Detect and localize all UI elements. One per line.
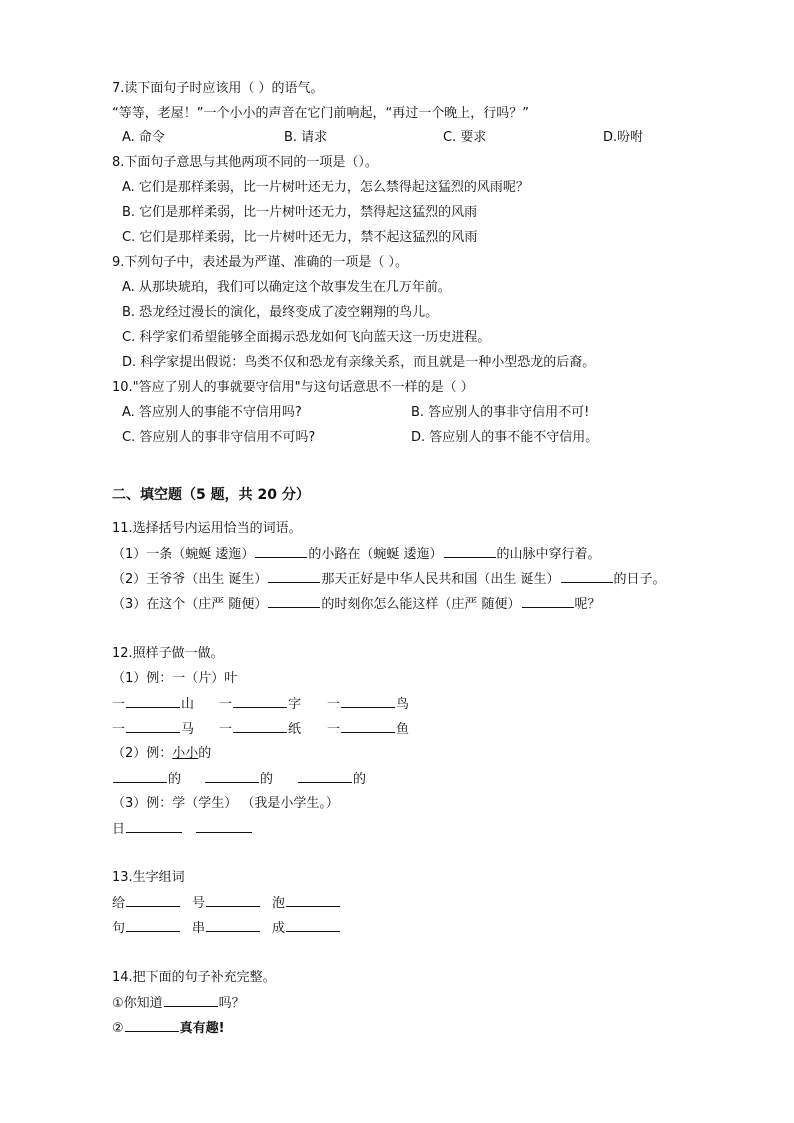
q10-stem: 10."答应了别人的事就要守信用"与这句话意思不一样的是（ ） bbox=[112, 380, 474, 395]
answer-blank[interactable] bbox=[206, 893, 260, 907]
answer-blank[interactable] bbox=[268, 594, 320, 608]
answer-blank[interactable] bbox=[206, 918, 260, 932]
sentence-end: 吗？ bbox=[218, 996, 245, 1011]
character: 句 bbox=[112, 921, 126, 936]
q13-row2-item-1 bbox=[112, 918, 181, 939]
q7-option-a: A. 命令 bbox=[122, 130, 165, 145]
answer-blank[interactable] bbox=[126, 719, 180, 733]
answer-blank[interactable] bbox=[233, 719, 287, 733]
answer-blank[interactable] bbox=[286, 918, 340, 932]
character: 串 bbox=[192, 921, 206, 936]
answer-blank[interactable] bbox=[341, 694, 395, 708]
q12-row2-item-2 bbox=[219, 719, 301, 740]
answer-blank[interactable] bbox=[286, 893, 340, 907]
answer-blank[interactable] bbox=[196, 819, 252, 833]
answer-blank[interactable] bbox=[341, 719, 395, 733]
q11-stem: 11.选择括号内运用恰当的词语。 bbox=[112, 521, 302, 536]
q12-part2-example bbox=[112, 744, 211, 764]
q9-option-c: C. 科学家们希望能够全面揭示恐龙如何飞向蓝天这一历史进程。 bbox=[122, 330, 491, 345]
q11-l2-part-c: 的日子。 bbox=[613, 572, 666, 587]
sentence-end: 真有趣! bbox=[179, 1021, 225, 1036]
answer-blank[interactable] bbox=[205, 769, 259, 783]
q9-option-d: D. 科学家提出假说：鸟类不仅和恐龙有亲缘关系，而且就是一种小型恐龙的后裔。 bbox=[122, 355, 596, 370]
answer-blank[interactable] bbox=[522, 594, 574, 608]
q11-l3-part-b: 的时刻你怎么能这样（庄严 随便） bbox=[321, 597, 521, 612]
measure-prefix: 一 bbox=[112, 722, 126, 737]
character: 给 bbox=[112, 896, 126, 911]
q7-stem: 7.读下面句子时应该用（ ）的语气。 bbox=[112, 81, 324, 96]
noun: 山 bbox=[181, 697, 195, 712]
q9-stem: 9.下列句子中，表述最为严谨、准确的一项是（ ）。 bbox=[112, 255, 409, 270]
measure-prefix: 一 bbox=[112, 697, 126, 712]
q11-line-2 bbox=[112, 569, 666, 590]
q11-l1-part-b: 的小路在（蜿蜒 逶迤） bbox=[308, 547, 443, 562]
q12-part3-answer bbox=[112, 819, 253, 840]
answer-blank[interactable] bbox=[126, 819, 182, 833]
q12-de-item-1 bbox=[112, 769, 181, 790]
q12-part3-example: （3）例：学（学生） （我是小学生。） bbox=[112, 796, 339, 811]
q13-row2-item-2 bbox=[192, 918, 261, 939]
example-label: （2）例： bbox=[112, 746, 173, 761]
sentence-start: ①你知道 bbox=[112, 996, 163, 1011]
q12-row2-item-3 bbox=[327, 719, 409, 740]
noun: 字 bbox=[288, 697, 302, 712]
answer-blank[interactable] bbox=[126, 918, 180, 932]
character: 号 bbox=[192, 896, 206, 911]
answer-blank[interactable] bbox=[126, 893, 180, 907]
q11-line-3 bbox=[112, 594, 601, 615]
q9-option-b: B. 恐龙经过漫长的演化，最终变成了凌空翱翔的鸟儿。 bbox=[122, 305, 439, 320]
q12-part1-example: （1）例：一（片）叶 bbox=[112, 671, 238, 686]
q8-option-b: B. 它们是那样柔弱，比一片树叶还无力，禁得起这猛烈的风雨 bbox=[122, 205, 478, 220]
answer-blank[interactable] bbox=[126, 694, 180, 708]
answer-blank[interactable] bbox=[164, 993, 218, 1007]
character: 泡 bbox=[272, 896, 286, 911]
character: 成 bbox=[272, 921, 286, 936]
q10-option-b: B. 答应别人的事非守信用不可! bbox=[411, 405, 590, 420]
noun: 鸟 bbox=[396, 697, 410, 712]
answer-blank[interactable] bbox=[268, 569, 320, 583]
de-suffix: 的 bbox=[353, 772, 367, 787]
q13-row2-item-3 bbox=[272, 918, 341, 939]
example-word: 小小 bbox=[172, 746, 199, 761]
q14-sentence-2 bbox=[112, 1018, 225, 1039]
q8-option-c: C. 它们是那样柔弱，比一片树叶还无力，禁不起这猛烈的风雨 bbox=[122, 230, 478, 245]
q12-row2-item-1 bbox=[112, 719, 194, 740]
example-suffix: 的 bbox=[198, 746, 212, 761]
q11-l1-part-c: 的山脉中穿行着。 bbox=[496, 547, 601, 562]
q12-row1-item-1 bbox=[112, 694, 194, 715]
q12-row1-item-3 bbox=[327, 694, 409, 715]
q8-option-a: A. 它们是那样柔弱，比一片树叶还无力，怎么禁得起这猛烈的风雨呢？ bbox=[122, 180, 529, 195]
de-suffix: 的 bbox=[168, 772, 182, 787]
q13-stem: 13.生字组词 bbox=[112, 870, 185, 885]
q13-row1-item-2 bbox=[192, 893, 261, 914]
q7-option-d: D.吩咐 bbox=[603, 130, 644, 145]
q14-stem: 14.把下面的句子补充完整。 bbox=[112, 970, 276, 985]
answer-blank[interactable] bbox=[255, 544, 307, 558]
q10-option-c: C. 答应别人的事非守信用不可吗? bbox=[122, 430, 316, 445]
q12-row1-item-2 bbox=[219, 694, 301, 715]
q11-l3-part-c: 呢？ bbox=[574, 597, 601, 612]
q8-stem: 8.下面句子意思与其他两项不同的一项是（）。 bbox=[112, 155, 378, 170]
q11-l2-part-a: （2）王爷爷（出生 诞生） bbox=[112, 572, 268, 587]
q13-row1-item-3 bbox=[272, 893, 341, 914]
answer-blank[interactable] bbox=[125, 1018, 179, 1032]
de-suffix: 的 bbox=[260, 772, 274, 787]
q12-de-item-2 bbox=[204, 769, 273, 790]
q11-line-1 bbox=[112, 544, 601, 565]
sentence-start: ② bbox=[112, 1021, 124, 1036]
q11-l1-part-a: （1）一条（蜿蜒 逶迤） bbox=[112, 547, 255, 562]
answer-blank[interactable] bbox=[561, 569, 613, 583]
measure-prefix: 一 bbox=[219, 722, 233, 737]
answer-blank[interactable] bbox=[233, 694, 287, 708]
measure-prefix: 一 bbox=[327, 722, 341, 737]
measure-prefix: 一 bbox=[219, 697, 233, 712]
q11-l2-part-b: 那天正好是中华人民共和国（出生 诞生） bbox=[321, 572, 560, 587]
measure-prefix: 一 bbox=[327, 697, 341, 712]
q7-quote: “等等，老屋！”一个小小的声音在它门前响起，“再过一个晚上，行吗？” bbox=[112, 106, 529, 121]
q12-stem: 12.照样子做一做。 bbox=[112, 646, 224, 661]
q9-option-a: A. 从那块琥珀，我们可以确定这个故事发生在几万年前。 bbox=[122, 280, 451, 295]
answer-blank[interactable] bbox=[444, 544, 496, 558]
q11-l3-part-a: （3）在这个（庄严 随便） bbox=[112, 597, 268, 612]
noun: 纸 bbox=[288, 722, 302, 737]
answer-blank[interactable] bbox=[113, 769, 167, 783]
q12-de-item-3 bbox=[297, 769, 366, 790]
character: 日 bbox=[112, 822, 126, 837]
section-title-fill-in: 二、填空题（5 题，共 20 分） bbox=[112, 487, 310, 503]
q13-row1-item-1 bbox=[112, 893, 181, 914]
q7-option-b: B. 请求 bbox=[284, 130, 328, 145]
answer-blank[interactable] bbox=[298, 769, 352, 783]
q7-option-c: C. 要求 bbox=[443, 130, 487, 145]
q10-option-d: D. 答应别人的事不能不守信用。 bbox=[411, 430, 599, 445]
q14-sentence-1 bbox=[112, 993, 245, 1014]
noun: 鱼 bbox=[396, 722, 410, 737]
noun: 马 bbox=[181, 722, 195, 737]
q10-option-a: A. 答应别人的事能不守信用吗? bbox=[122, 405, 302, 420]
